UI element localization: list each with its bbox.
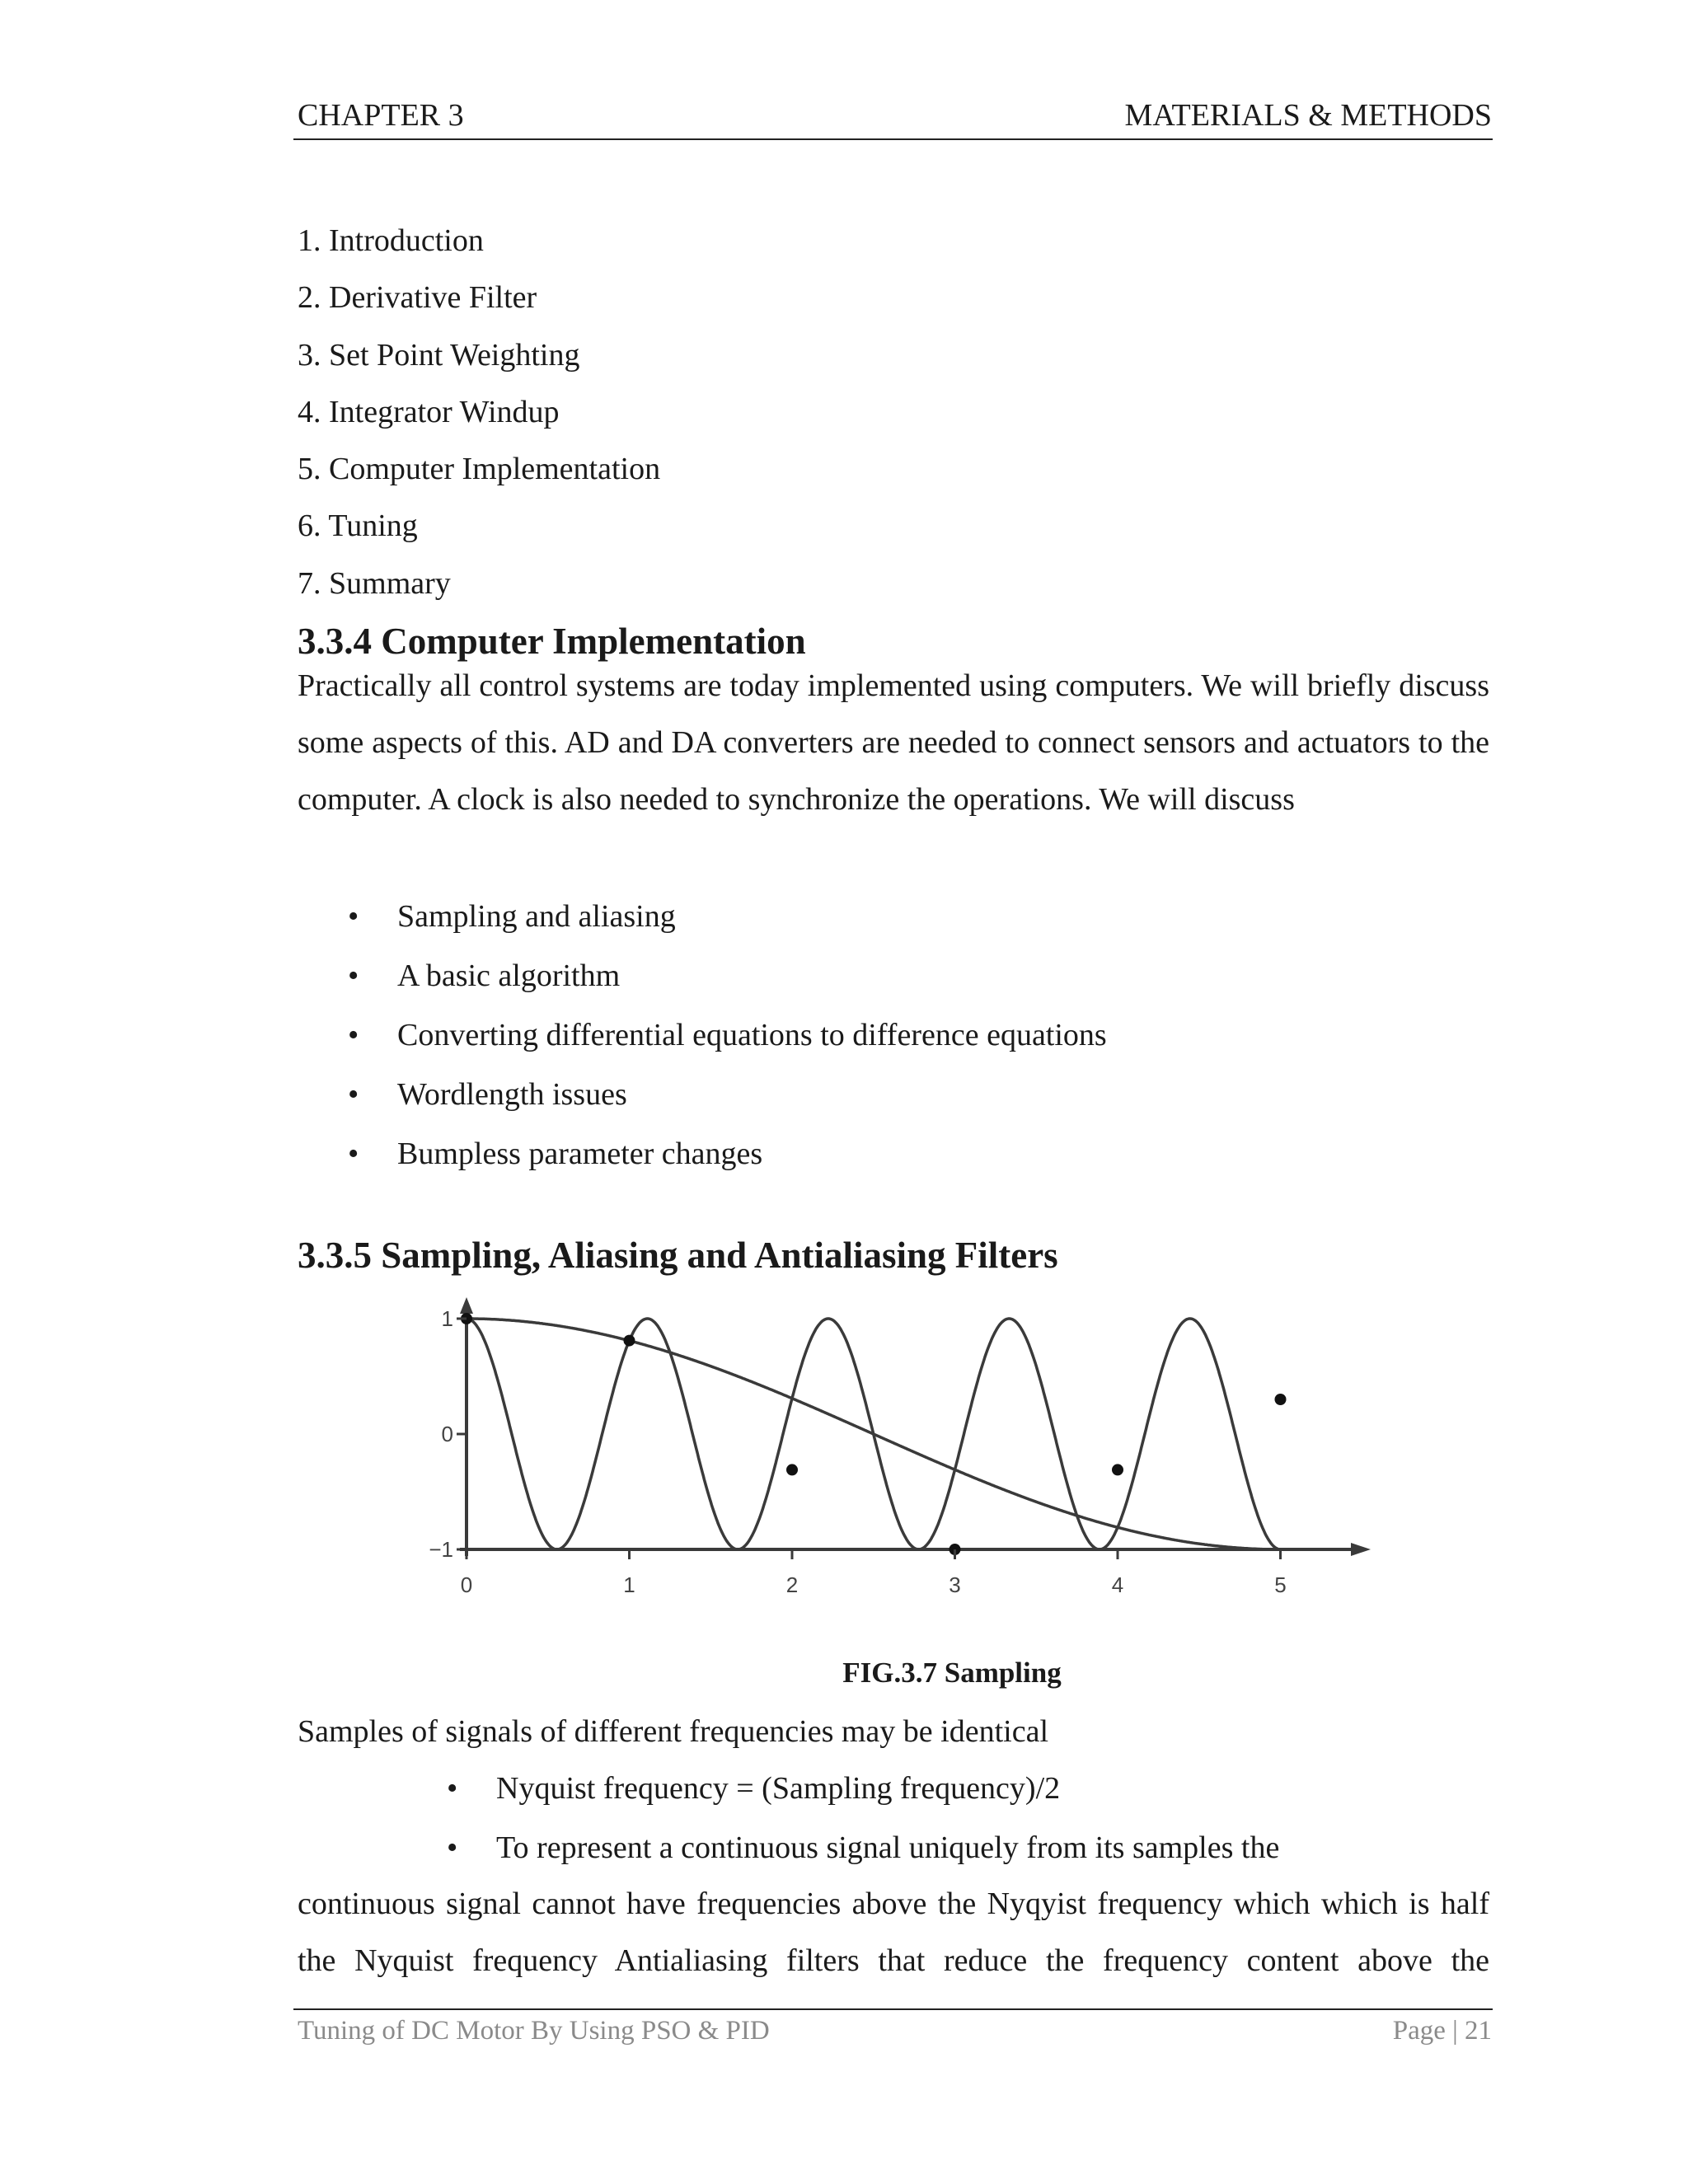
topic-item: 3. Set Point Weighting (298, 337, 580, 373)
header-section: MATERIALS & METHODS (1124, 98, 1492, 133)
x-axis-arrow (1351, 1543, 1371, 1556)
bullet-item: • A basic algorithm (397, 951, 1107, 1010)
y-tick-label: −1 (429, 1537, 453, 1562)
nyquist-list (447, 1764, 1280, 1882)
y-tick-label: 0 (441, 1422, 453, 1446)
bullet-item: • Sampling and aliasing (397, 892, 1107, 951)
sampling-intro: Samples of signals of different frequencies may be identical (298, 1714, 1048, 1749)
topic-item: 2. Derivative Filter (298, 280, 537, 316)
topic-item: 5. Computer Implementation (298, 452, 661, 487)
x-tick-label: 4 (1111, 1572, 1124, 1597)
chart-series (467, 1319, 1281, 1549)
figure-caption: FIG.3.7 Sampling (842, 1657, 1062, 1689)
sample-point (786, 1464, 798, 1475)
series-line-2 (467, 1319, 1281, 1549)
chart-ticks (429, 1306, 1286, 1597)
header-chapter: CHAPTER 3 (298, 98, 464, 133)
section-3-3-4-paragraph: Practically all control systems are today implemented using computers. We will briefly discuss some aspects of this. AD and DA converters are needed to connect sensors and actuators to the computer. A clock is also needed to synchronize the operations. We will discuss (298, 668, 1489, 817)
bullet-icon: • (348, 1077, 359, 1112)
bullet-icon: • (447, 1830, 458, 1865)
bullet-icon: • (348, 1018, 359, 1052)
y-axis-arrow (460, 1297, 473, 1314)
topic-item: 7. Summary (298, 565, 451, 601)
section-heading-3-3-4: 3.3.4 Computer Implementation (298, 621, 806, 662)
x-tick-label: 2 (785, 1572, 799, 1597)
sample-point (1275, 1394, 1287, 1405)
page-number: Page | 21 (1392, 2016, 1492, 2046)
x-tick-label: 5 (1274, 1572, 1287, 1597)
bullet-icon: • (348, 958, 359, 993)
topic-item: 4. Integrator Windup (298, 394, 560, 429)
x-tick-label: 3 (949, 1572, 961, 1597)
sample-point (1112, 1464, 1123, 1475)
bullet-icon: • (348, 1137, 359, 1171)
sampling-paragraph: continuous signal cannot have frequencies above the Nyqyist frequency which which is half the Nyquist frequency Antialiasing filters that reduce the frequency content above the (298, 1886, 1489, 1978)
x-tick-label: 0 (460, 1572, 473, 1597)
bullet-item: • Wordlength issues (397, 1070, 1107, 1129)
y-tick-label: 1 (441, 1306, 453, 1331)
bullet-item: • To represent a continuous signal uniquely from its samples the (496, 1823, 1279, 1882)
bullet-icon: • (447, 1771, 458, 1806)
bullet-icon: • (348, 899, 359, 934)
sample-point (624, 1335, 635, 1347)
x-tick-label: 1 (623, 1572, 635, 1597)
bullet-item: • Converting differential equations to difference equations (397, 1010, 1107, 1070)
footer-rule (293, 2008, 1493, 2010)
topic-item: 6. Tuning (298, 509, 418, 544)
bullet-item: • Nyquist frequency = (Sampling frequency)/2 (496, 1764, 1279, 1823)
bullet-item: • Bumpless parameter changes (397, 1129, 1107, 1188)
section-heading-3-3-5: 3.3.5 Sampling, Aliasing and Antialiasing Filters (298, 1235, 1058, 1276)
footer-title: Tuning of DC Motor By Using PSO & PID (298, 2016, 770, 2046)
topic-item: 1. Introduction (298, 223, 484, 258)
